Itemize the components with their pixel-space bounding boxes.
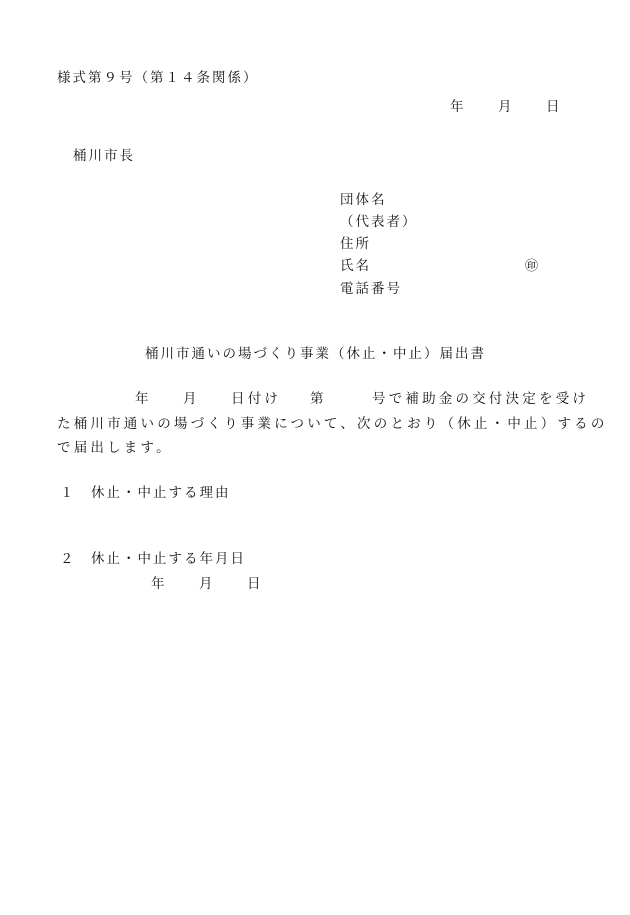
body-month-label: 月	[183, 391, 200, 407]
date-month-label: 月	[498, 99, 514, 115]
body-year-label: 年	[135, 391, 152, 407]
section-reason: １ 休止・中止する理由	[60, 485, 231, 501]
submission-date	[450, 101, 562, 115]
date-day-label: 日	[546, 99, 562, 115]
phone-label: 電話番号	[340, 281, 402, 297]
section-stop-date: ２ 休止・中止する年月日	[60, 551, 246, 567]
body-decision-text: 号で補助金の交付決定を受け	[372, 391, 590, 407]
organization-label: 団体名	[340, 192, 387, 208]
seal-mark: ㊞	[525, 259, 539, 274]
form-number: 様式第９号（第１４条関係）	[57, 70, 259, 86]
address-label: 住所	[340, 236, 371, 252]
stop-date-line	[151, 578, 263, 592]
body-line-3: で届出します。	[57, 440, 173, 456]
body-day-label: 日付け	[231, 391, 282, 407]
stop-date-month-label: 月	[199, 576, 215, 592]
document-title: 桶川市通いの場づくり事業（休止・中止）届出書	[145, 346, 486, 362]
stop-date-day-label: 日	[247, 576, 263, 592]
body-line-1	[57, 393, 589, 407]
representative-label: （代表者）	[340, 214, 418, 230]
stop-date-year-label: 年	[151, 576, 167, 592]
addressee: 桶川市長	[73, 148, 135, 164]
body-number-prefix: 第	[310, 391, 327, 407]
name-label: 氏名	[340, 258, 371, 274]
body-line-2: た桶川市通いの場づくり事業について、次のとおり（休止・中止）するの	[57, 416, 608, 432]
date-year-label: 年	[450, 99, 466, 115]
